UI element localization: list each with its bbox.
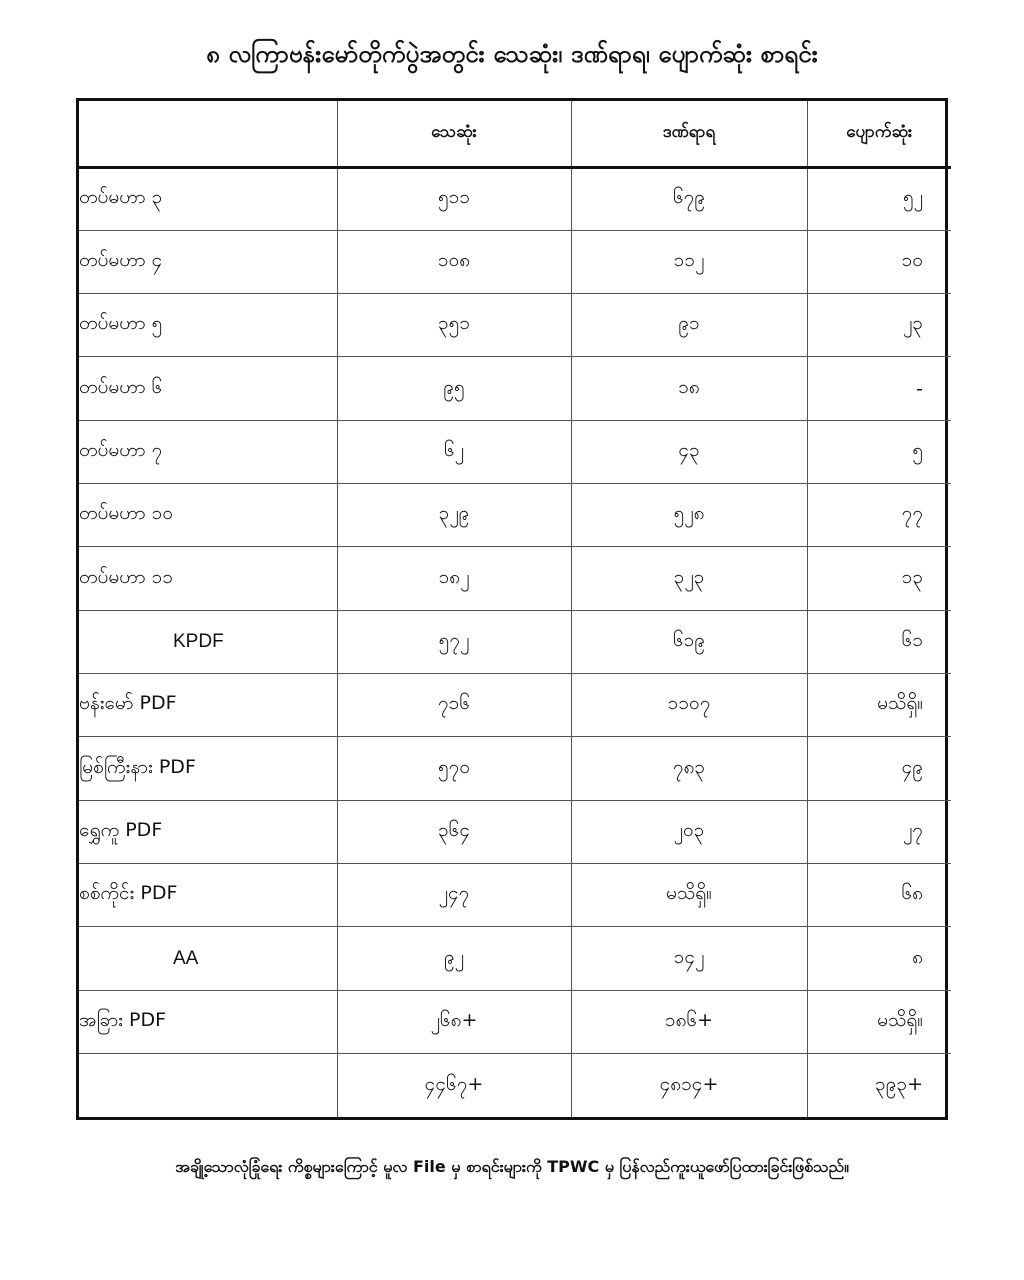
table-row [79, 547, 951, 610]
dead-cell: ၁၈၂ [337, 547, 571, 610]
missing-cell: ၁၃ [807, 547, 951, 610]
table-row [79, 674, 951, 737]
dead-cell: ၆၂ [337, 420, 571, 483]
injured-cell: ၄၃ [571, 420, 807, 483]
dead-cell: ၇၁၆ [337, 674, 571, 737]
header-dead: သေဆုံး [337, 101, 571, 167]
dead-cell: ၅၁၁ [337, 167, 571, 230]
injured-cell: ၃၂၃ [571, 547, 807, 610]
injured-cell: ၆၇၉ [571, 167, 807, 230]
row-label: တပ်မဟာ ၅ [79, 294, 337, 357]
total-dead-cell: ၄၄၆၇+ [337, 1054, 571, 1117]
row-label: စစ်ကိုင်း PDF [79, 864, 337, 927]
missing-cell: မသိရှိ။ [807, 990, 951, 1053]
injured-cell: ၁၄၂ [571, 927, 807, 990]
injured-cell: ၆၁၉ [571, 610, 807, 673]
dead-cell: ၃၅၁ [337, 294, 571, 357]
missing-cell: - [807, 357, 951, 420]
missing-cell: ၁၀ [807, 230, 951, 293]
dead-cell: ၅၇၂ [337, 610, 571, 673]
injured-cell: ၁၁၂ [571, 230, 807, 293]
row-label: AA [79, 927, 337, 990]
missing-cell: ၄၉ [807, 737, 951, 800]
page-title: ၈ လကြာဗန်းမော်တိုက်ပွဲအတွင်း သေဆုံး၊ ဒဏ်ရာရ၊ ပျောက်ဆုံး စာရင်း [206, 40, 818, 68]
row-label: တပ်မဟာ ၃ [79, 167, 337, 230]
dead-cell: ၃၂၉ [337, 484, 571, 547]
table-row [79, 420, 951, 483]
row-label: အခြား PDF [79, 990, 337, 1053]
missing-cell: ၅ [807, 420, 951, 483]
missing-cell: ၂၇ [807, 800, 951, 863]
injured-cell: ၂၀၃ [571, 800, 807, 863]
missing-cell: ၆၈ [807, 864, 951, 927]
table-row [79, 800, 951, 863]
dead-cell: ၂၆၈+ [337, 990, 571, 1053]
dead-cell: ၃၆၄ [337, 800, 571, 863]
table-row [79, 927, 951, 990]
injured-cell: ၅၂၈ [571, 484, 807, 547]
table-row [79, 737, 951, 800]
header-blank [79, 101, 337, 167]
casualty-table [79, 101, 951, 1117]
injured-cell: ၇၈၃ [571, 737, 807, 800]
row-label: ဗန်းမော် PDF [79, 674, 337, 737]
row-label: တပ်မဟာ ၄ [79, 230, 337, 293]
injured-cell: ၁၈ [571, 357, 807, 420]
total-missing-cell: ၃၉၃+ [807, 1054, 951, 1117]
header-missing: ပျောက်ဆုံး [807, 101, 951, 167]
row-label: တပ်မဟာ ၆ [79, 357, 337, 420]
dead-cell: ၂၄၇ [337, 864, 571, 927]
missing-cell: ၈ [807, 927, 951, 990]
table-header-row [79, 101, 951, 167]
row-label: KPDF [79, 610, 337, 673]
table-row [79, 357, 951, 420]
injured-cell: မသိရှိ။ [571, 864, 807, 927]
injured-cell: ၉၁ [571, 294, 807, 357]
table-row [79, 610, 951, 673]
casualty-table-frame [76, 98, 948, 1120]
missing-cell: ၆၁ [807, 610, 951, 673]
table-row [79, 990, 951, 1053]
total-injured-cell: ၄၈၁၄+ [571, 1054, 807, 1117]
header-injured: ဒဏ်ရာရ [571, 101, 807, 167]
row-label: ရွှေကူ PDF [79, 800, 337, 863]
row-label: တပ်မဟာ ၇ [79, 420, 337, 483]
row-label: တပ်မဟာ ၁၁ [79, 547, 337, 610]
dead-cell: ၅၇၀ [337, 737, 571, 800]
dead-cell: ၉၅ [337, 357, 571, 420]
table-total-row [79, 1054, 951, 1117]
table-row [79, 864, 951, 927]
row-label: မြစ်ကြီးနား PDF [79, 737, 337, 800]
dead-cell: ၉၂ [337, 927, 571, 990]
table-row [79, 294, 951, 357]
table-row [79, 167, 951, 230]
missing-cell: မသိရှိ။ [807, 674, 951, 737]
injured-cell: ၁၁၀၇ [571, 674, 807, 737]
table-row [79, 230, 951, 293]
row-label: တပ်မဟာ ၁၀ [79, 484, 337, 547]
dead-cell: ၁၀၈ [337, 230, 571, 293]
missing-cell: ၅၂ [807, 167, 951, 230]
table-row [79, 484, 951, 547]
total-label [79, 1054, 337, 1117]
missing-cell: ၂၃ [807, 294, 951, 357]
missing-cell: ၇၇ [807, 484, 951, 547]
injured-cell: ၁၈၆+ [571, 990, 807, 1053]
footnote: အချို့သောလုံခြုံရေး ကိစ္စများကြောင့် မူလ File မှ စာရင်းများကို TPWC မှ ပြန်လည်ကူးယူဖော်ပြထားခြင်းဖြစ်သည်။ [175, 1157, 849, 1176]
